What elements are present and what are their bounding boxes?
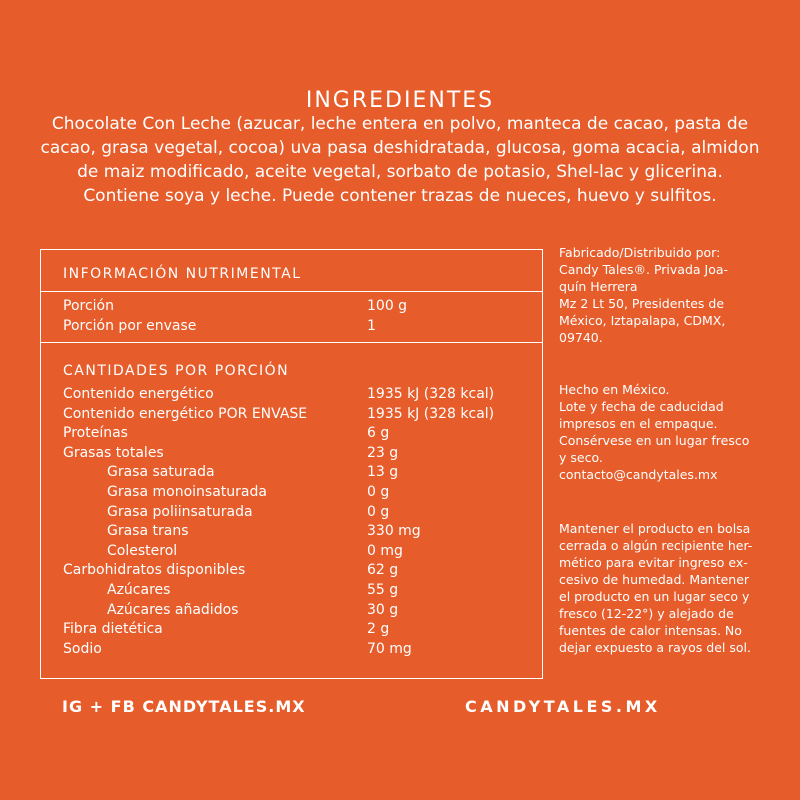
nutrient-row [63,404,533,424]
manufacturer-line: México, Iztapalapa, CDMX, [559,313,726,328]
nutrient-value: 2 g [367,621,390,638]
nutrient-label: Contenido energético POR ENVASE [63,405,308,422]
nutrient-label: Colesterol [107,542,178,559]
origin-line: Hecho en México. [559,382,670,397]
nutrient-value: 62 g [367,562,399,579]
nutrient-value: 6 g [367,425,390,442]
nutrient-row [63,600,533,620]
nutrient-row [63,639,533,659]
nutrient-label: Grasa trans [107,523,189,540]
manufacturer-line: Fabricado/Distribuido por: [559,245,721,260]
ingredients-title: INGREDIENTES [305,87,495,113]
nutrient-label: Grasa monoinsaturada [107,484,267,500]
origin-line: y seco. [559,450,603,465]
nutrient-label: Proteínas [63,425,128,442]
storage-line: cesivo de humedad. Mantener [559,572,750,587]
nutrient-value: 0 g [367,503,390,520]
nutrient-label: Fibra dietética [63,621,163,638]
nutrient-value: 0 mg [367,542,403,559]
contact-email: contacto@candytales.mx [559,467,718,482]
nutrition-panel [40,249,543,679]
divider [41,342,542,343]
nutrient-value: 55 g [367,582,399,598]
servings-per-container-row [63,316,533,336]
nutrient-label: Sodio [63,640,102,657]
nutrient-label: Azúcares añadidos [107,601,239,618]
serving-row [63,296,533,316]
nutrient-row [63,482,533,502]
nutrient-value: 1935 kJ (328 kcal) [367,386,495,402]
storage-line: mético para evitar ingreso ex- [559,555,748,570]
website-label: CANDYTALES.MX [465,697,661,716]
nutrient-label: Contenido energético [63,386,214,402]
serving-value: 100 g [367,298,408,314]
allergens-text: Contiene soya y leche. Puede contener trazas de nueces, huevo y sulfitos. [83,186,717,206]
nutrient-value: 0 g [367,484,390,500]
nutrient-row [63,462,533,482]
storage-line: cerrada o algún recipiente her- [559,538,753,553]
nutrient-row [63,384,533,404]
nutrient-row [63,521,533,541]
servings-per-container-label: Porción por envase [63,318,197,334]
nutrient-row [63,619,533,639]
manufacturer-line: quín Herrera [559,279,638,294]
amounts-per-serving-title: CANTIDADES POR PORCIÓN [63,363,290,379]
origin-info [559,381,774,483]
origin-line: Lote y fecha de caducidad [559,399,724,414]
nutrient-label: Azúcares [107,582,171,598]
storage-info [559,520,774,656]
ingredients-block [40,112,760,208]
nutrient-label: Carbohidratos disponibles [63,562,246,579]
nutrient-row [63,541,533,561]
nutrient-row [63,423,533,443]
storage-line: fuentes de calor intensas. No [559,623,742,638]
nutrient-row [63,580,533,600]
nutrient-label: Grasa saturada [107,464,215,481]
nutrient-value: 13 g [367,464,399,481]
nutrient-value: 23 g [367,444,399,461]
ingredients-text: Chocolate Con Leche (azucar, leche entera en polvo, manteca de cacao, pasta de cacao, grasa vegetal, cocoa) uva pasa deshidratada, glucosa, goma acacia, almidon de maiz modificado, aceite vegetal, sorbato de potasio, Shel-lac y glicerina. [40,114,760,182]
storage-line: el producto en un lugar seco y [559,589,750,604]
nutrient-row [63,560,533,580]
servings-per-container-value: 1 [367,318,376,334]
nutrient-value: 70 mg [367,640,412,657]
manufacturer-line: Mz 2 Lt 50, Presidentes de [559,296,725,311]
origin-line: impresos en el empaque. [559,416,718,431]
nutrient-row [63,502,533,522]
social-handle: IG + FB CANDYTALES.MX [62,697,306,716]
origin-line: Consérvese en un lugar fresco [559,433,750,448]
divider [41,291,542,292]
nutrient-value: 1935 kJ (328 kcal) [367,405,495,422]
manufacturer-line: Candy Tales®. Privada Joa- [559,262,729,277]
manufacturer-line: 09740. [559,330,603,345]
serving-label: Porción [63,298,114,314]
nutrition-title: INFORMACIÓN NUTRIMENTAL [63,266,302,282]
nutrient-row [63,443,533,463]
storage-line: fresco (12-22°) y alejado de [559,606,734,621]
manufacturer-info [559,244,774,346]
storage-line: Mantener el producto en bolsa [559,521,751,536]
nutrient-value: 30 g [367,601,399,618]
nutrient-value: 330 mg [367,523,421,540]
nutrient-label: Grasa poliinsaturada [107,503,253,520]
nutrient-label: Grasas totales [63,444,164,461]
storage-line: dejar expuesto a rayos del sol. [559,640,751,655]
